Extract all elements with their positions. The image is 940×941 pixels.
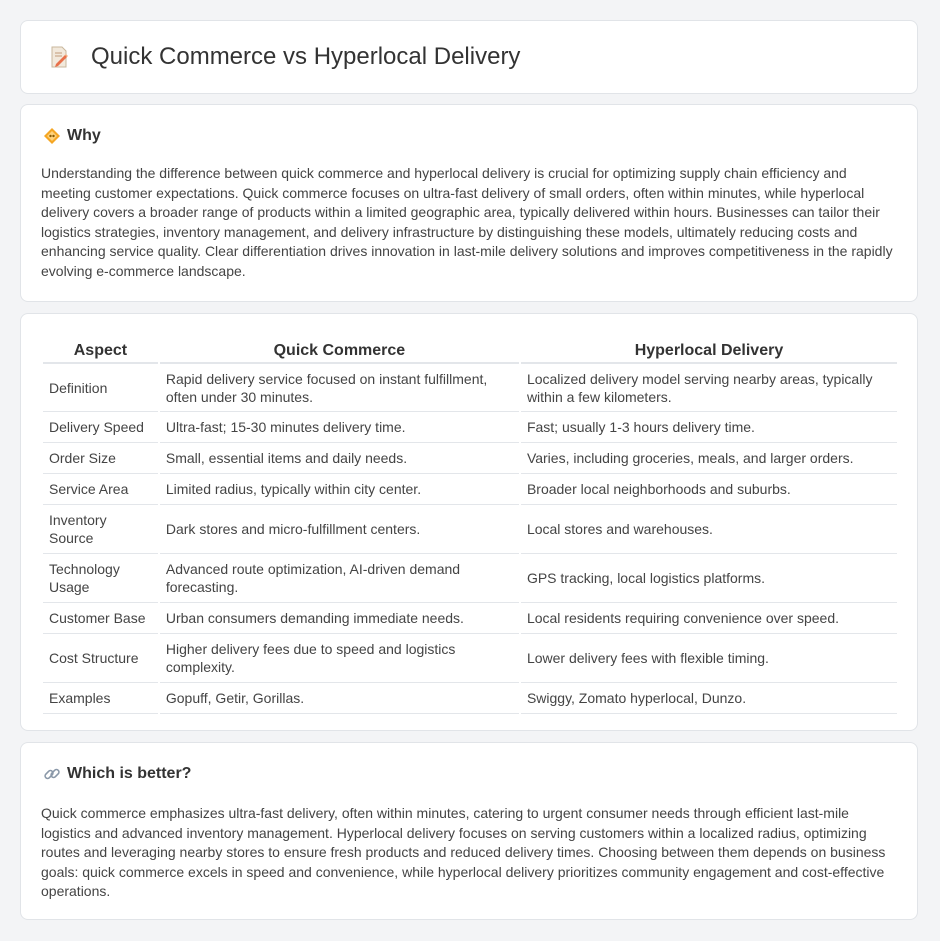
why-text: Understanding the difference between quick commerce and hyperlocal delivery is crucial for optimizing supply chain efficiency and meeting customer expectations. Quick commerce focuses on ultra-fast delivery of small orders, often within minutes, while hyperlocal delivery covers a broader range of products within a limited geographic area, typically delivered within hours. Businesses can tailor their logistics strategies, inventory management, and delivery infrastructure by distinguishing these models, ultimately reducing costs and enhancing service quality. Clear differentiation drives innovation in last-mile delivery solutions and improves competitiveness in the rapidly evolving e-commerce landscape. <box>41 165 893 279</box>
quick-commerce-cell: Small, essential items and daily needs. <box>160 443 519 474</box>
table-row <box>43 683 897 714</box>
row-label: Delivery Speed <box>43 412 158 443</box>
row-label: Inventory Source <box>43 505 158 554</box>
hyperlocal-cell: Swiggy, Zomato hyperlocal, Dunzo. <box>521 683 897 714</box>
quick-commerce-cell: Ultra-fast; 15-30 minutes delivery time. <box>160 412 519 443</box>
link-icon <box>43 765 61 783</box>
table-row <box>43 412 897 443</box>
hyperlocal-cell: Local stores and warehouses. <box>521 505 897 554</box>
table-header-row <box>43 334 897 364</box>
hyperlocal-cell: Lower delivery fees with flexible timing. <box>521 634 897 683</box>
table-row <box>43 505 897 554</box>
comparison-table-card <box>20 313 918 731</box>
section-title-why: Why <box>67 127 101 144</box>
hyperlocal-cell: Localized delivery model serving nearby areas, typically within a few kilometers. <box>521 364 897 412</box>
quick-commerce-cell: Dark stores and micro-fulfillment centers. <box>160 505 519 554</box>
column-header-aspect: Aspect <box>43 334 158 364</box>
page-title: Quick Commerce vs Hyperlocal Delivery <box>91 43 521 70</box>
document-pencil-icon <box>47 45 71 69</box>
hyperlocal-cell: Broader local neighborhoods and suburbs. <box>521 474 897 505</box>
table-row <box>43 603 897 634</box>
table-row <box>43 364 897 412</box>
comparison-table <box>41 334 899 714</box>
row-label: Definition <box>43 364 158 412</box>
section-title-which-is-better: Which is better? <box>67 765 192 782</box>
quick-commerce-cell: Limited radius, typically within city center. <box>160 474 519 505</box>
title-card <box>20 20 918 94</box>
hyperlocal-cell: GPS tracking, local logistics platforms. <box>521 554 897 603</box>
which-is-better-section <box>20 742 918 920</box>
row-label: Cost Structure <box>43 634 158 683</box>
row-label: Technology Usage <box>43 554 158 603</box>
quick-commerce-cell: Gopuff, Getir, Gorillas. <box>160 683 519 714</box>
quick-commerce-cell: Advanced route optimization, AI-driven demand forecasting. <box>160 554 519 603</box>
row-label: Order Size <box>43 443 158 474</box>
table-row <box>43 554 897 603</box>
column-header-quick-commerce: Quick Commerce <box>160 334 519 364</box>
column-header-hyperlocal-delivery: Hyperlocal Delivery <box>521 334 897 364</box>
table-row <box>43 474 897 505</box>
hyperlocal-cell: Varies, including groceries, meals, and larger orders. <box>521 443 897 474</box>
table-row <box>43 443 897 474</box>
row-label: Customer Base <box>43 603 158 634</box>
why-section <box>20 104 918 302</box>
hyperlocal-cell: Local residents requiring convenience over speed. <box>521 603 897 634</box>
hyperlocal-cell: Fast; usually 1-3 hours delivery time. <box>521 412 897 443</box>
row-label: Examples <box>43 683 158 714</box>
which-is-better-text: Quick commerce emphasizes ultra-fast delivery, often within minutes, catering to urgent consumer needs through efficient last-mile logistics and advanced inventory management. Hyperlocal delivery focuses on serving customers within a localized radius, optimizing routes and leveraging nearby stores to ensure fresh products and reduced delivery times. Choosing between them depends on business goals: quick commerce excels in speed and convenience, while hyperlocal delivery prioritizes community engagement and cost-effective operations. <box>41 805 886 899</box>
quick-commerce-cell: Urban consumers demanding immediate needs. <box>160 603 519 634</box>
quick-commerce-cell: Rapid delivery service focused on instant fulfillment, often under 30 minutes. <box>160 364 519 412</box>
row-label: Service Area <box>43 474 158 505</box>
diamond-icon <box>43 127 61 145</box>
table-row <box>43 634 897 683</box>
quick-commerce-cell: Higher delivery fees due to speed and logistics complexity. <box>160 634 519 683</box>
